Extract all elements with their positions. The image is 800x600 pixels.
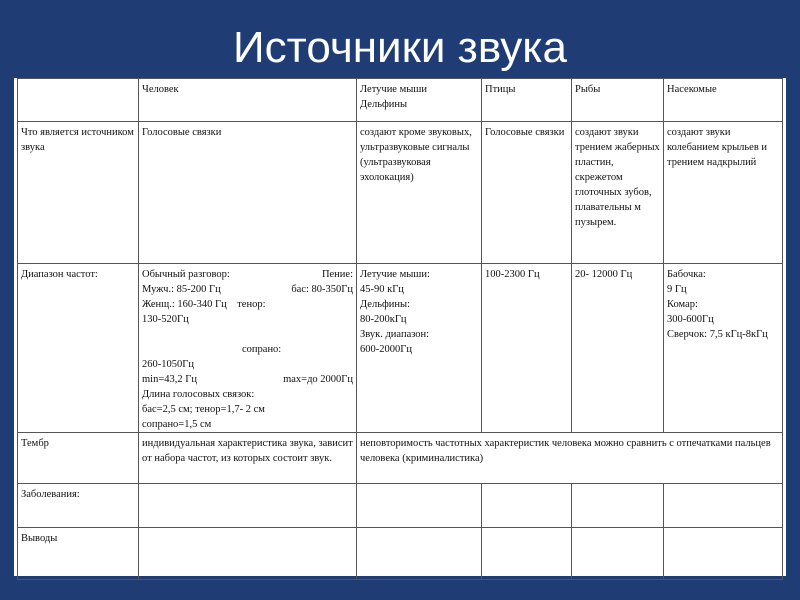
empty-cell: [664, 484, 783, 528]
empty-cell: [139, 528, 357, 580]
header-bats-dolphins: Летучие мыши Дельфины: [357, 79, 482, 122]
cell-insects-range: Бабочка: 9 Гц Комар: 300-600Гц Сверчок: 7,5 кГц-8кГц: [664, 264, 783, 433]
sound-sources-table: [17, 78, 783, 580]
empty-cell: [482, 528, 572, 580]
human-range-line: Пение:: [321, 269, 353, 280]
human-range-line: Женщ.: 160-340 Гц: [142, 299, 227, 310]
cell-bats-source: создают кроме звуковых, ультразвуковые сигналы (ультразвуковая эхолокация): [357, 122, 482, 264]
table-row-conclusions: [18, 528, 783, 580]
row-label-diseases: Заболевания:: [18, 484, 139, 528]
cell-insects-source: создают звуки колебанием крыльев и трением надкрылий: [664, 122, 783, 264]
cell-human-timbre: индивидуальная характеристика звука, зависит от набора частот, из которых состоит звук.: [139, 433, 357, 484]
table-row-source: [18, 122, 783, 264]
header-row: [18, 79, 783, 122]
row-label-conclusions: Выводы: [18, 528, 139, 580]
human-range-line: max=до 2000Гц: [283, 374, 353, 385]
slide-title: Источники звука: [233, 23, 567, 72]
empty-cell: [664, 528, 783, 580]
empty-cell: [482, 484, 572, 528]
human-range-line: 260-1050Гц: [142, 359, 194, 370]
table-row-timbre: [18, 433, 783, 484]
human-range-line: сопрано:: [242, 344, 282, 355]
cell-birds-source: Голосовые связки: [482, 122, 572, 264]
cell-fish-range: 20- 12000 Гц: [572, 264, 664, 433]
human-range-line: Обычный разговор:: [142, 269, 230, 280]
empty-cell: [357, 528, 482, 580]
human-range-line: Длина голосовых связок:: [142, 389, 255, 400]
human-range-line: тенор:: [237, 299, 266, 310]
empty-cell: [572, 528, 664, 580]
empty-cell: [139, 484, 357, 528]
cell-bats-range: Летучие мыши: 45-90 кГц Дельфины: 80-200кГц Звук. диапазон: 600-2000Гц: [357, 264, 482, 433]
header-birds: Птицы: [482, 79, 572, 122]
header-fish: Рыбы: [572, 79, 664, 122]
header-cell-empty: [18, 79, 139, 122]
row-label-timbre: Тембр: [18, 433, 139, 484]
cell-others-timbre: неповторимость частотных характеристик человека можно сравнить с отпечатками пальцев человека (криминалистика): [357, 433, 783, 484]
header-insects: Насекомые: [664, 79, 783, 122]
human-range-line: 130-520Гц: [142, 314, 189, 325]
row-label-source: Что является источником звука: [18, 122, 139, 264]
table-row-range: [18, 264, 783, 433]
empty-cell: [357, 484, 482, 528]
human-range-line: min=43,2 Гц: [142, 374, 197, 385]
cell-human-range: [139, 264, 357, 433]
empty-cell: [572, 484, 664, 528]
cell-fish-source: создают звуки трением жаберных пластин, скрежетом глоточных зубов, плавательны м пузырем.: [572, 122, 664, 264]
human-range-line: бас: 80-350Гц: [291, 284, 353, 295]
human-range-line: Мужч.: 85-200 Гц: [142, 284, 221, 295]
table-row-diseases: [18, 484, 783, 528]
cell-birds-range: 100-2300 Гц: [482, 264, 572, 433]
human-range-line: бас=2,5 см; тенор=1,7- 2 см: [142, 404, 265, 415]
human-range-line: сопрано=1,5 см: [142, 419, 212, 430]
header-human: Человек: [139, 79, 357, 122]
row-label-range: Диапазон частот:: [18, 264, 139, 433]
table-sheet: [14, 78, 786, 576]
cell-human-source: Голосовые связки: [139, 122, 357, 264]
